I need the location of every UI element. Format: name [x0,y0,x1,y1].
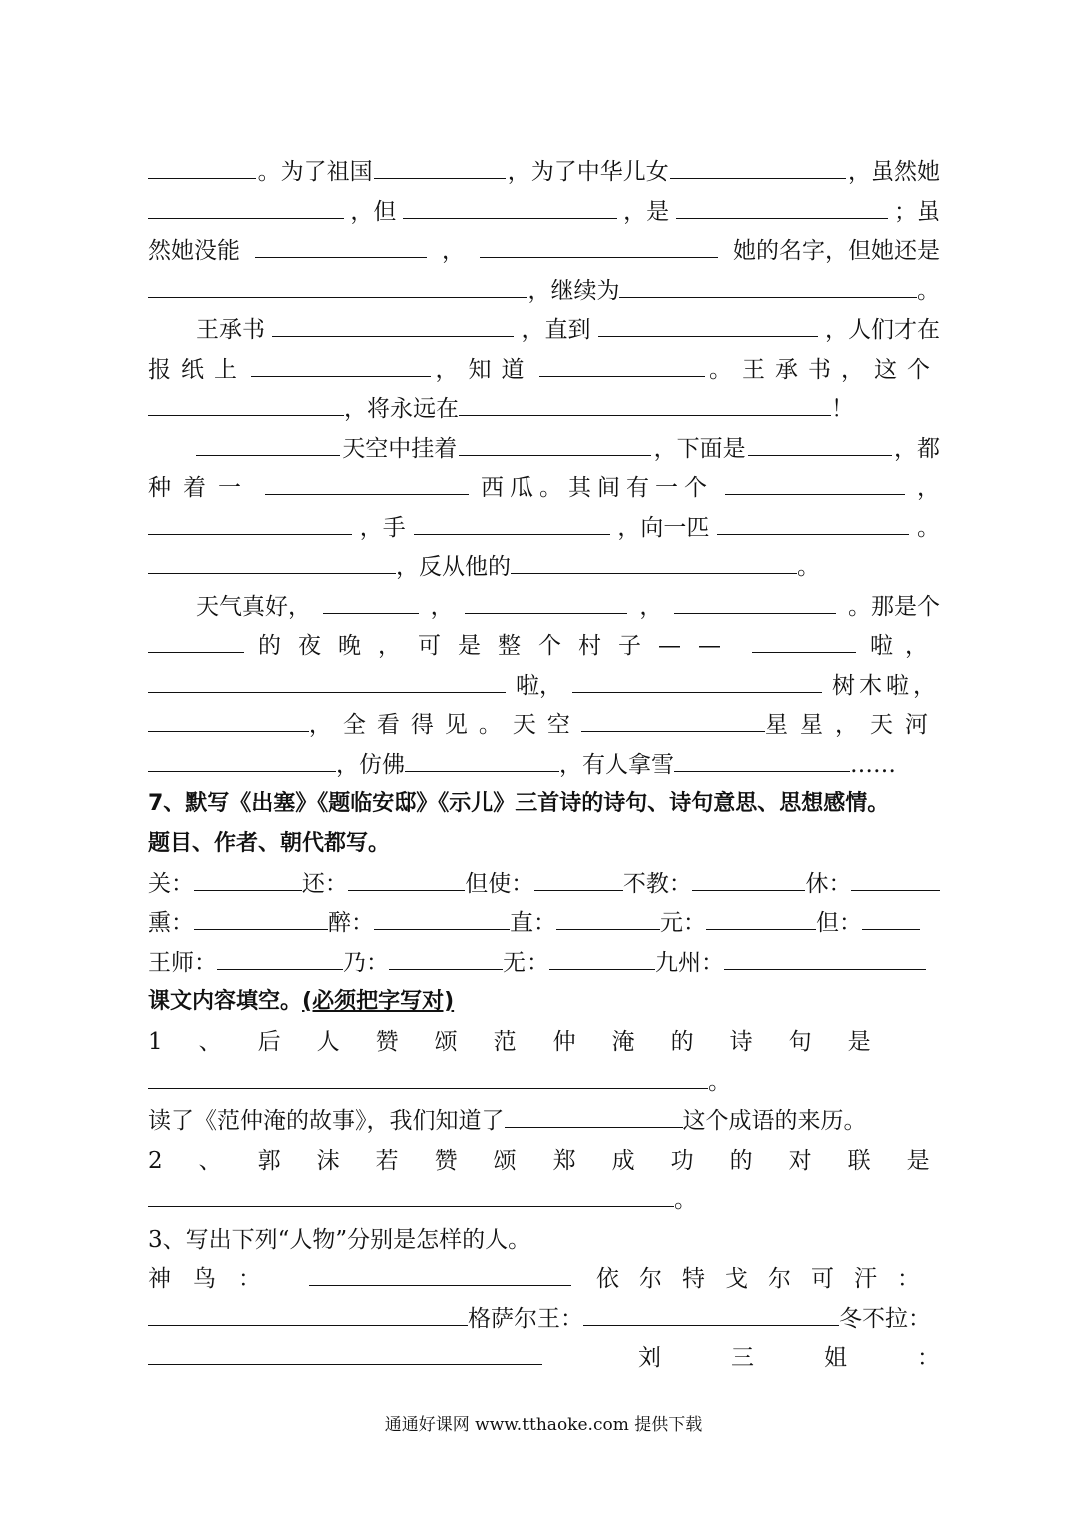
text-fragment: 读了《范仲淹的故事》，我们知道了 [148,1108,505,1134]
text-fragment: 然她没能 [148,238,240,264]
text-fragment: 西瓜。其间有一个 [481,475,713,501]
text-fragment: ，是 [623,199,670,225]
item-line [148,1062,940,1102]
fill-blank[interactable] [674,587,836,614]
section-heading [148,982,940,1022]
text-fragment: ，有人拿雪 [559,752,674,778]
fill-blank[interactable] [194,864,302,891]
text-line [148,666,940,706]
term-label: 熏： [148,910,194,936]
fill-blank[interactable] [309,1259,571,1286]
fill-blank[interactable] [676,192,888,219]
fill-blank[interactable] [148,666,506,693]
text-fragment: ，手 [359,515,406,541]
item-prompt: 1、后人赞颂范仲淹的诗句是 [148,1029,907,1055]
item-prompt: 2、郭沫若赞颂郑成功的对联是 [148,1148,966,1174]
text-fragment: ， [430,594,454,620]
text-fragment: 的夜晚，可是整个村子—— [258,633,738,659]
question-title: 7、默写《出塞》《题临安邸》《示儿》三首诗的诗句、诗句意思、思想感情。 [148,791,890,816]
fill-blank[interactable] [148,1180,674,1207]
fill-blank[interactable] [619,271,917,298]
question-subtitle: 题目、作者、朝代都写。 [148,831,391,856]
term-label: 休： [805,871,852,897]
text-fragment: 天气真好， [196,594,311,620]
term-label: 但： [816,910,862,936]
fill-blank[interactable] [148,508,352,535]
text-fragment: 天空中挂着 [342,436,458,462]
text-fragment: 报纸上 [148,357,247,383]
text-fragment: 王承书 [196,317,265,343]
text-fragment: 。那是个 [847,594,940,620]
text-line [196,310,940,350]
term-label: 乃： [343,950,389,976]
fill-blank[interactable] [534,864,623,891]
fill-blank[interactable] [148,626,244,653]
fill-blank[interactable] [717,508,909,535]
fill-blank[interactable] [724,943,926,970]
fill-blank[interactable] [556,903,660,930]
item-line [148,1141,966,1181]
fill-blank[interactable] [403,192,617,219]
fill-blank[interactable] [251,350,431,377]
text-fragment: ，人们才在 [825,317,940,343]
fill-blank[interactable] [148,271,527,298]
text-fragment: ，全看得见。天空 [308,712,581,738]
term-label: 元： [660,910,706,936]
fill-blank[interactable] [549,943,655,970]
text-fragment: ，将永远在 [344,396,459,422]
text-fragment: ！ [831,396,854,422]
text-fragment: ；虽 [893,199,940,225]
fill-blank[interactable] [348,864,465,891]
fill-blank[interactable] [148,389,344,416]
text-line [148,468,940,508]
item-line [148,1180,940,1220]
fill-blank[interactable] [480,231,718,258]
fill-blank[interactable] [196,429,340,456]
page-footer: 通通好课网 www.tthaoke.com 提供下载 [384,1415,703,1435]
item-line [148,1022,940,1062]
fill-blank[interactable] [670,152,846,179]
text-line [148,271,940,311]
fill-blank[interactable] [148,1338,542,1365]
fill-blank[interactable] [374,903,510,930]
text-fragment: 树木啦， [832,673,940,699]
text-line [196,429,940,469]
text-fragment: 啦， [870,633,940,659]
text-fragment: 她的名字，但她还是 [733,238,940,264]
text-fragment: ， [917,475,940,501]
text-fragment: ，反从他的 [396,554,511,580]
answer-row [148,903,940,943]
text-line [148,192,940,232]
text-line [148,745,940,785]
item-line [148,1299,940,1339]
text-fragment: ，向一匹 [617,515,710,541]
text-line [148,231,940,271]
fill-blank[interactable] [414,508,610,535]
character-label: 刘三姐： [638,1345,1010,1371]
text-fragment: ，都 [893,436,940,462]
item-line [148,1259,940,1299]
fill-blank[interactable] [148,192,344,219]
term-label: 王师： [148,950,217,976]
fill-blank[interactable] [272,310,514,337]
term-label: 还： [301,871,348,897]
fill-blank[interactable] [539,350,705,377]
text-line [148,152,940,192]
text-fragment: ，但 [350,199,397,225]
text-fragment: 。王承书，这个 [709,357,940,383]
fill-blank[interactable] [148,745,336,772]
term-label: 直： [510,910,556,936]
term-label: 无： [503,950,549,976]
fill-blank[interactable] [583,1299,839,1326]
character-label: 格萨尔王： [468,1306,583,1332]
fill-blank[interactable] [148,1062,708,1089]
fill-blank[interactable] [572,666,822,693]
text-fragment: 啦， [516,673,562,699]
text-fragment: ，下面是 [653,436,746,462]
fill-blank[interactable] [194,903,328,930]
character-label: 依尔特戈尔可汗： [596,1266,940,1292]
fill-blank[interactable] [148,705,309,732]
text-fragment: 。为了祖国 [257,159,373,185]
text-line [196,587,940,627]
text-fragment: 。 [708,1069,731,1095]
text-line [148,389,940,429]
fill-blank[interactable] [255,231,427,258]
section-note: (必须把字写对) [302,989,455,1014]
fill-blank[interactable] [323,587,419,614]
character-label: 神鸟： [148,1266,283,1292]
fill-blank[interactable] [748,429,892,456]
text-fragment: ，虽然她 [847,159,940,185]
answer-row [148,943,940,983]
fill-blank[interactable] [505,1101,683,1128]
fill-blank[interactable] [581,705,765,732]
text-fragment: 。 [797,554,820,580]
text-line [148,547,940,587]
section-title: 课文内容填空。 [148,989,303,1014]
text-line [148,508,940,548]
text-fragment: ，仿佛 [336,752,405,778]
fill-blank[interactable] [725,468,905,495]
text-fragment: ， [639,594,663,620]
term-label: 关： [148,871,194,897]
fill-blank[interactable] [148,1299,468,1326]
text-line [148,705,940,745]
fill-blank[interactable] [148,152,256,179]
item-line [148,1338,1010,1378]
fill-blank[interactable] [862,903,920,930]
text-fragment: ，为了中华儿女 [507,159,669,185]
fill-blank[interactable] [374,152,506,179]
fill-blank[interactable] [217,943,343,970]
fill-blank[interactable] [851,864,940,891]
text-fragment: 种着一 [148,475,253,501]
term-label: 九州： [655,950,724,976]
text-fragment: 星星，天河 [765,712,940,738]
term-label: 不教： [622,871,692,897]
text-line [148,350,940,390]
text-fragment: 。 [917,278,940,304]
term-label: 醉： [328,910,374,936]
fill-blank[interactable] [265,468,469,495]
fill-blank[interactable] [459,429,651,456]
text-fragment: …… [850,752,896,778]
text-line [148,626,940,666]
fill-blank[interactable] [752,626,856,653]
fill-blank[interactable] [405,745,559,772]
fill-blank[interactable] [148,547,396,574]
text-fragment: ，直到 [521,317,591,343]
fill-blank[interactable] [465,587,627,614]
fill-blank[interactable] [389,943,503,970]
fill-blank[interactable] [692,864,806,891]
character-label: 冬不拉： [839,1306,931,1332]
fill-blank[interactable] [511,547,797,574]
text-fragment: ， [442,238,465,264]
item-line [148,1101,940,1141]
text-fragment: ，知道 [435,357,535,383]
term-label: 但使： [465,871,535,897]
text-fragment: 这个成语的来历。 [682,1108,867,1134]
fill-blank[interactable] [598,310,818,337]
text-fragment: 。 [916,515,940,541]
fill-blank[interactable] [674,745,850,772]
answer-row [148,864,940,904]
text-fragment: 。 [674,1187,697,1213]
fill-blank[interactable] [706,903,816,930]
item-prompt: 3、写出下列“人物”分别是怎样的人。 [148,1227,532,1253]
fill-blank[interactable] [459,389,831,416]
text-fragment: ，继续为 [527,278,620,304]
